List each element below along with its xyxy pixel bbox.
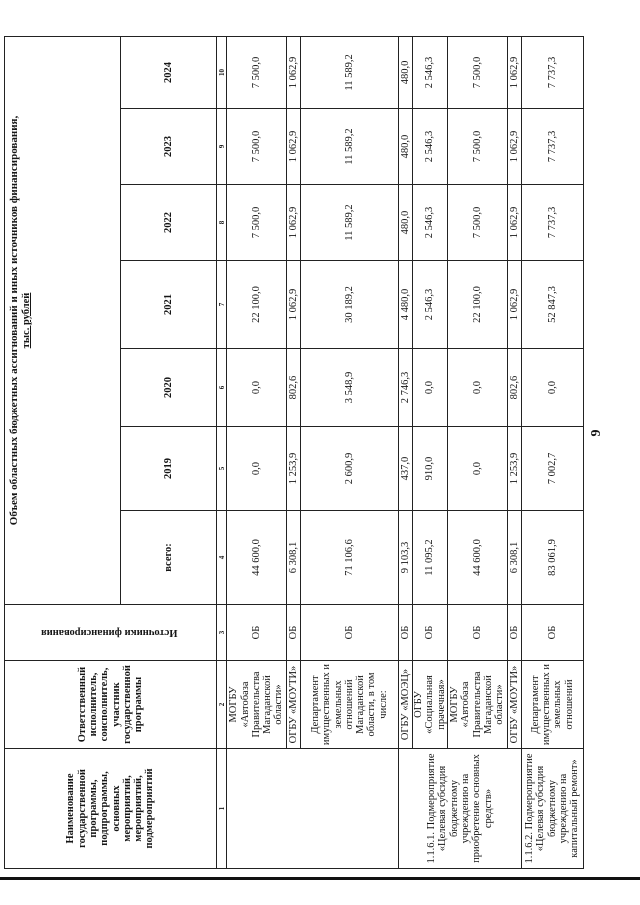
row-value-2022: 480,0	[399, 185, 413, 261]
page-number: 9	[589, 429, 604, 437]
column-number: 7	[217, 261, 227, 349]
column-number: 9	[217, 109, 227, 185]
row-value-2021: 1 062,9	[287, 261, 301, 349]
table-row	[447, 36, 507, 868]
row-value-2024: 7 500,0	[227, 36, 287, 108]
row-executor: МОГБУ «Автобаза Правительства Магаданской области»	[227, 661, 287, 749]
header-year-2024: 2024	[121, 36, 217, 108]
header-funding-unit: тыс. рублей	[20, 292, 32, 349]
row-value-2020: 802,6	[287, 349, 301, 427]
row-value-2024: 1 062,9	[287, 36, 301, 108]
row-value-2022: 1 062,9	[287, 185, 301, 261]
row-value-2023: 11 589,2	[301, 109, 399, 185]
table-row	[521, 36, 583, 868]
row-executor: Департамент имущественных и земельных отношений	[521, 661, 583, 749]
row-value-2023: 2 546,3	[413, 109, 448, 185]
bottom-rule	[0, 877, 640, 880]
row-value-2019: 910,0	[413, 427, 448, 511]
row-value-2019: 0,0	[227, 427, 287, 511]
financing-table	[4, 36, 584, 869]
row-source: ОБ	[301, 605, 399, 661]
row-value-2024: 11 589,2	[301, 36, 399, 108]
header-source-label: Источники финансирования	[40, 627, 178, 639]
row-executor: ОГБУ «МОЭЦ»	[399, 661, 413, 749]
row-value-2019: 0,0	[447, 427, 507, 511]
header-year-2020: 2020	[121, 349, 217, 427]
row-value-2019: 2 600,9	[301, 427, 399, 511]
row-executor: ОГБУ «МОУТИ»	[287, 661, 301, 749]
row-value-2022: 7 500,0	[227, 185, 287, 261]
row-value-2020: 0,0	[227, 349, 287, 427]
header-funding	[5, 36, 121, 604]
row-value-2019: 1 253,9	[507, 427, 521, 511]
table-row	[301, 36, 399, 868]
row-executor: ОГБУ «Социальная прачечная»	[413, 661, 448, 749]
header-row-top	[5, 36, 121, 868]
row-value-2022: 1 062,9	[507, 185, 521, 261]
row-value-2019: 7 002,7	[521, 427, 583, 511]
row-value-2021: 22 100,0	[447, 261, 507, 349]
column-number: 3	[217, 605, 227, 661]
row-source: ОБ	[399, 605, 413, 661]
row-value-2021: 2 546,3	[413, 261, 448, 349]
row-value-2023: 7 500,0	[227, 109, 287, 185]
row-value-2023: 1 062,9	[287, 109, 301, 185]
table-row	[227, 36, 287, 868]
row-value-2020: 0,0	[413, 349, 448, 427]
row-executor: Департамент имущественных и земельных отношений Магаданской области, в том числе:	[301, 661, 399, 749]
row-total: 6 308,1	[507, 511, 521, 605]
row-value-2023: 7 500,0	[447, 109, 507, 185]
row-source: ОБ	[227, 605, 287, 661]
row-value-2019: 437,0	[399, 427, 413, 511]
row-source: ОБ	[507, 605, 521, 661]
row-value-2021: 30 189,2	[301, 261, 399, 349]
row-total: 44 600,0	[447, 511, 507, 605]
row-total: 71 106,6	[301, 511, 399, 605]
header-year-2021: 2021	[121, 261, 217, 349]
column-number: 4	[217, 511, 227, 605]
header-funding-title: Объем областных бюджетных ассигнований и иных источников финансирования,	[8, 115, 20, 526]
row-value-2020: 2 746,3	[399, 349, 413, 427]
row-value-2022: 7 737,3	[521, 185, 583, 261]
row-value-2021: 22 100,0	[227, 261, 287, 349]
column-number: 6	[217, 349, 227, 427]
table-row	[287, 36, 301, 868]
row-total: 6 308,1	[287, 511, 301, 605]
row-value-2020: 802,6	[507, 349, 521, 427]
row-name-empty	[227, 749, 399, 869]
column-number: 2	[217, 661, 227, 749]
table-row	[399, 36, 413, 868]
row-value-2022: 2 546,3	[413, 185, 448, 261]
header-name: Наименование государственной программы, подпрограммы, основных мероприятий, мероприятий, подмероприятий	[5, 749, 217, 869]
column-number: 1	[217, 749, 227, 869]
row-value-2020: 0,0	[521, 349, 583, 427]
row-value-2024: 7 737,3	[521, 36, 583, 108]
row-total: 11 095,2	[413, 511, 448, 605]
header-total: всего:	[121, 511, 217, 605]
row-source: ОБ	[413, 605, 448, 661]
row-total: 83 061,9	[521, 511, 583, 605]
row-value-2020: 0,0	[447, 349, 507, 427]
row-value-2023: 480,0	[399, 109, 413, 185]
header-executor: Ответственный исполнитель, соисполнитель, участник государственной программы	[5, 661, 217, 749]
row-value-2022: 11 589,2	[301, 185, 399, 261]
row-source: ОБ	[521, 605, 583, 661]
row-value-2021: 1 062,9	[507, 261, 521, 349]
header-year-2023: 2023	[121, 109, 217, 185]
row-executor: ОГБУ «МОУТИ»	[507, 661, 521, 749]
row-value-2024: 480,0	[399, 36, 413, 108]
table-row	[413, 36, 448, 868]
row-total: 9 103,3	[399, 511, 413, 605]
row-value-2023: 1 062,9	[507, 109, 521, 185]
header-source	[5, 605, 217, 661]
row-value-2024: 2 546,3	[413, 36, 448, 108]
row-executor: МОГБУ «Автобаза Правительства Магаданской области»	[447, 661, 507, 749]
column-number: 10	[217, 36, 227, 108]
column-number: 5	[217, 427, 227, 511]
header-year-2019: 2019	[121, 427, 217, 511]
row-value-2020: 3 548,9	[301, 349, 399, 427]
column-number-row	[217, 36, 227, 868]
column-number: 8	[217, 185, 227, 261]
header-year-2022: 2022	[121, 185, 217, 261]
row-value-2019: 1 253,9	[287, 427, 301, 511]
row-value-2022: 7 500,0	[447, 185, 507, 261]
row-value-2023: 7 737,3	[521, 109, 583, 185]
table-row	[507, 36, 521, 868]
row-value-2024: 1 062,9	[507, 36, 521, 108]
row-source: ОБ	[447, 605, 507, 661]
row-source: ОБ	[287, 605, 301, 661]
row-value-2021: 52 847,3	[521, 261, 583, 349]
row-value-2021: 4 480,0	[399, 261, 413, 349]
row-name: 1.1.6.2. Подмероприятие «Целевая субсидия бюджетному учреждению на капитальный ремонт»	[521, 749, 583, 869]
row-name: 1.1.6.1. Подмероприятие «Целевая субсидия бюджетному учреждению на приобретение основных средств»	[399, 749, 522, 869]
row-value-2024: 7 500,0	[447, 36, 507, 108]
row-total: 44 600,0	[227, 511, 287, 605]
